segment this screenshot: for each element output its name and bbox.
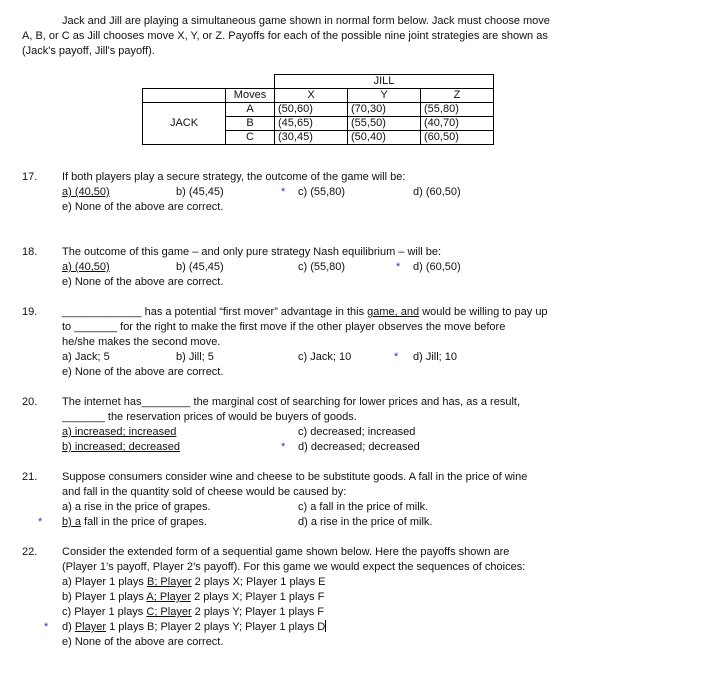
q18-option-a: a) (40,50) (62, 261, 110, 273)
blank: _______ (62, 411, 105, 423)
blank: _____________ (62, 306, 142, 318)
jill-label: JILL (275, 75, 494, 89)
col-header-x: X (275, 89, 348, 103)
q21-option-a: a) a rise in the price of grapes. (62, 501, 211, 513)
q18-option-c: c) (55,80) (298, 261, 346, 273)
q19-line-2: to _______ for the right to make the first move if the other player observes the move before (62, 321, 506, 333)
q18-option-b: b) (45,45) (176, 261, 224, 273)
payoff-cell: (70,30) (348, 103, 421, 117)
q17-text: If both players play a secure strategy, the outcome of the game will be: (62, 171, 406, 183)
move-b: B (226, 117, 275, 131)
q17-option-c: c) (55,80) (298, 186, 346, 198)
q22-option-a: a) Player 1 plays B; Player 2 plays X; Player 1 plays E (62, 576, 326, 588)
q21-line-2: and fall in the quantity sold of cheese would be caused by: (62, 486, 347, 498)
payoff-table (142, 74, 494, 145)
intro-line-3: (Jack's payoff, Jill's payoff). (22, 45, 155, 57)
q20-option-b: b) increased; decreased (62, 441, 181, 453)
payoff-cell: (50,40) (348, 131, 421, 145)
q22-number: 22. (22, 546, 38, 558)
payoff-cell: (55,50) (348, 117, 421, 131)
answer-star-icon: * (281, 441, 286, 453)
payoff-cell: (45,65) (275, 117, 348, 131)
q21-line-1: Suppose consumers consider wine and cheese to be substitute goods. A fall in the price of wine (62, 471, 528, 483)
payoff-cell: (55,80) (421, 103, 494, 117)
q18-option-d: d) (60,50) (413, 261, 461, 273)
col-header-z: Z (421, 89, 494, 103)
q22-option-e: e) None of the above are correct. (62, 636, 224, 648)
q20-option-c: c) decreased; increased (298, 426, 416, 438)
q22-line-1: Consider the extended form of a sequential game shown below. Here the payoffs shown are (62, 546, 510, 558)
q22-option-b: b) Player 1 plays A; Player 2 plays X; Player 1 plays F (62, 591, 325, 603)
q19-number: 19. (22, 306, 38, 318)
payoff-cell: (50,60) (275, 103, 348, 117)
q22-line-2: (Player 1’s payoff, Player 2’s payoff). For this game we would expect the sequences of choices: (62, 561, 526, 573)
move-a: A (226, 103, 275, 117)
q21-option-d: d) a rise in the price of milk. (298, 516, 433, 528)
q17-option-b: b) (45,45) (176, 186, 224, 198)
q20-line-1: The internet has________ the marginal cost of searching for lower prices and has, as a result, (62, 396, 521, 408)
q19-option-e: e) None of the above are correct. (62, 366, 224, 378)
q20-option-a: a) increased; increased (62, 426, 177, 438)
q19-line-3: he/she makes the second move. (62, 336, 221, 348)
col-header-y: Y (348, 89, 421, 103)
q22-option-c: c) Player 1 plays C; Player 2 plays Y; Player 1 plays F (62, 606, 324, 618)
intro-line-2: A, B, or C as Jill chooses move X, Y, or Z. Payoffs for each of the possible nine joint strategies are shown as (22, 30, 548, 42)
q21-option-b: b) a fall in the price of grapes. (62, 516, 207, 528)
jack-label: JACK (143, 103, 226, 145)
move-c: C (226, 131, 275, 145)
payoff-cell: (40,70) (421, 117, 494, 131)
q18-text: The outcome of this game – and only pure strategy Nash equilibrium – will be: (62, 246, 442, 258)
blank: _______ (71, 321, 118, 333)
payoff-cell: (60,50) (421, 131, 494, 145)
answer-star-icon: * (44, 621, 49, 633)
q17-option-a: a) (40,50) (62, 186, 110, 198)
moves-header: Moves (226, 89, 275, 103)
q20-option-d: d) decreased; decreased (298, 441, 420, 453)
payoff-cell: (30,45) (275, 131, 348, 145)
q17-option-e: e) None of the above are correct. (62, 201, 224, 213)
answer-star-icon: * (394, 351, 399, 363)
q19-option-d: d) Jill; 10 (413, 351, 458, 363)
answer-star-icon: * (281, 186, 286, 198)
q19-option-b: b) Jill; 5 (176, 351, 214, 363)
q21-number: 21. (22, 471, 38, 483)
q21-option-c: c) a fall in the price of milk. (298, 501, 429, 513)
answer-star-icon: * (396, 261, 401, 273)
q19-option-a: a) Jack; 5 (62, 351, 110, 363)
blank: ________ (141, 396, 191, 408)
q19-option-c: c) Jack; 10 (298, 351, 352, 363)
q19-line-1: _____________ has a potential “first mover” advantage in this game, and would be willing to pay up (62, 306, 548, 318)
q22-option-d: d) Player 1 plays B; Player 2 plays Y; Player 1 plays D (62, 621, 326, 633)
intro-line-1: Jack and Jill are playing a simultaneous game shown in normal form below. Jack must choose move (62, 15, 550, 27)
text-cursor (325, 620, 326, 632)
q18-option-e: e) None of the above are correct. (62, 276, 224, 288)
q18-number: 18. (22, 246, 38, 258)
answer-star-icon: * (38, 516, 43, 528)
q17-option-d: d) (60,50) (413, 186, 461, 198)
q20-number: 20. (22, 396, 38, 408)
q20-line-2: _______ the reservation prices of would be buyers of goods. (62, 411, 357, 423)
q17-number: 17. (22, 171, 38, 183)
